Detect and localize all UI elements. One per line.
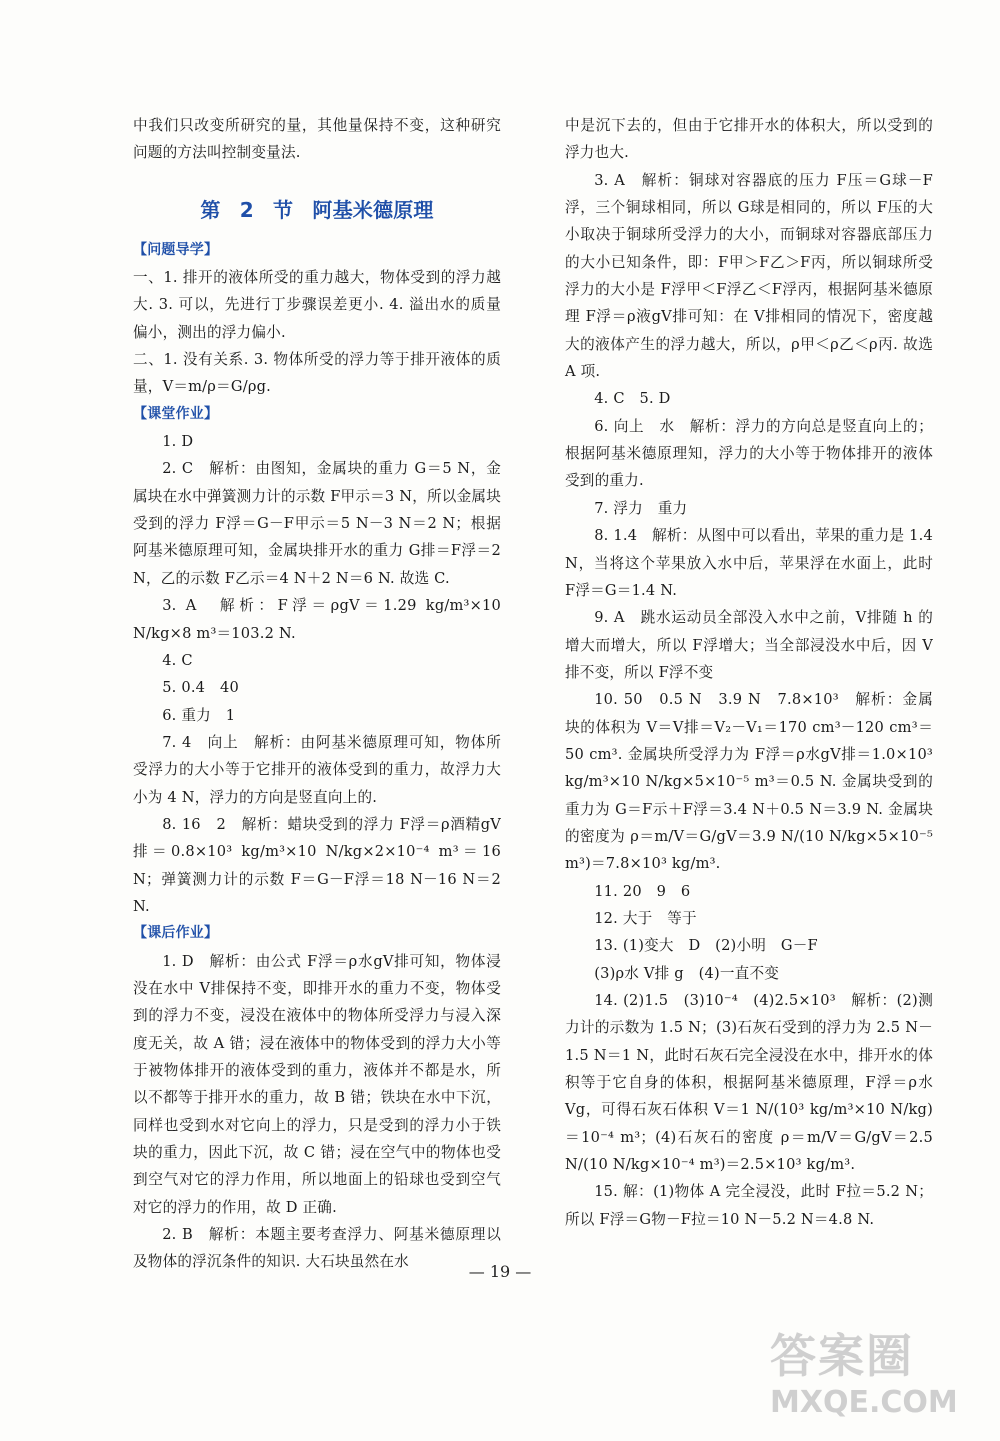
homework-answer: 1. D 解析：由公式 F浮＝ρ水gV排可知，物体浸没在水中 V排保持不变，即排开水的重力不变，物体受到的浮力不变，浸没在液体中的物体所受浮力与浸入深度无关，故 A 错；浸在液体中的物体受到的浮力大小等于被物体排开的液体受到的重力，液体并不都是水，所以不都等于排开水的重力，故 B 错；铁块在水中下沉，同样也受到水对它向上的浮力，只是受到的浮力小于铁块的重力，因此下沉，故 C 错；浸在空气中的物体也受到空气对它的浮力作用，所以地面上的铅球也受到空气对它的浮力的作用，故 D 正确. (133, 952, 501, 1216)
section-title: 第 2 节 阿基米德原理 (200, 197, 434, 222)
classwork-answer: 8. 16 2 解析：蜡块受到的浮力 F浮＝ρ酒精gV排＝0.8×10³ kg/m³×10 N/kg×2×10⁻⁴ m³＝16 N；弹簧测力计的示数 F＝G－F浮＝18 N－16 N＝2 N. (133, 815, 501, 915)
classwork-answer: 5. 0.4 40 (162, 679, 239, 697)
question-guide-part-1: 一、1. 排开的液体所受的重力越大，物体受到的浮力越大. 3. 可以，先进行丁步骤误差更小. 4. 溢出水的质量偏小，测出的浮力偏小. (133, 269, 501, 341)
homework-answer: 14. (2)1.5 (3)10⁻⁴ (4)2.5×10³ 解析：(2)测力计的示数为 1.5 N；(3)石灰石受到的浮力为 2.5 N－1.5 N＝1 N，此时石灰石完全浸没在水中，排开水的体积等于它自身的体积，根据阿基米德原理，F浮＝ρ水Vg，可得石灰石体积 V＝1 N/(10³ kg/m³×10 N/kg)＝10⁻⁴ m³；(4)石灰石的密度 ρ＝m/V＝G/gV＝2.5 N/(10 N/kg×10⁻⁴ m³)＝2.5×10³ kg/m³. (565, 992, 933, 1174)
heading-classwork: 【课堂作业】 (133, 405, 219, 422)
homework-answer: 4. C 5. D (594, 390, 671, 408)
continued-paragraph: 中是沉下去的，但由于它排开水的体积大，所以受到的浮力也大. (565, 117, 933, 162)
classwork-answer: 7. 4 向上 解析：由阿基米德原理可知，物体所受浮力的大小等于它排开的液体受到的重力，故浮力大小为 4 N，浮力的方向是竖直向上的. (133, 733, 501, 806)
homework-answer: 6. 向上 水 解析：浮力的方向总是竖直向上的；根据阿基米德原理知，浮力的大小等于物体排开的液体受到的重力. (565, 417, 933, 490)
homework-answer: 11. 20 9 6 (594, 882, 691, 900)
heading-question-guide: 【问题导学】 (133, 241, 219, 258)
watermark-text: 答案圈 (770, 1329, 914, 1383)
homework-answer: 10. 50 0.5 N 3.9 N 7.8×10³ 解析：金属块的体积为 V＝V排＝V₂－V₁＝170 cm³－120 cm³＝50 cm³. 金属块所受浮力为 F浮＝ρ水gV排＝1.0×10³ kg/m³×10 N/kg×5×10⁻⁵ m³＝0.5 N. 金属块受到的重力为 G＝F示＋F浮＝3.4 N＋0.5 N＝3.9 N. 金属块的密度为 ρ＝m/V＝G/gV＝3.9 N/(10 N/kg×5×10⁻⁵ m³)＝7.8×10³ kg/m³. (565, 691, 933, 873)
intro-paragraph: 中我们只改变所研究的量，其他量保持不变，这种研究问题的方法叫控制变量法. (133, 117, 501, 162)
watermark-logo (770, 1328, 1000, 1438)
left-column (133, 112, 501, 1276)
classwork-answer: 3. A 解析：F浮＝ρgV＝1.29 kg/m³×10 N/kg×8 m³＝103.2 N. (133, 597, 501, 642)
homework-answer: 3. A 解析：铜球对容器底的压力 F压＝G球－F浮，三个铜球相同，所以 G球是相同的，所以 F压的大小取决于铜球所受浮力的大小，而铜球对容器底部压力的大小已知条件，即：F甲＞F乙＞F丙，所以铜球所受浮力的大小是 F浮甲＜F浮乙＜F浮丙，根据阿基米德原理 F浮＝ρ液gV排可知：在 V排相同的情况下，密度越大的液体产生的浮力越大，所以，ρ甲＜ρ乙＜ρ丙. 故选 A 项. (565, 171, 933, 381)
classwork-answer: 2. C 解析：由图知，金属块的重力 G＝5 N，金属块在水中弹簧测力计的示数 F甲示＝3 N，所以金属块受到的浮力 F浮＝G－F甲示＝5 N－3 N＝2 N；根据阿基米德原理可知，金属块排开水的重力 G排＝F浮＝2 N，乙的示数 F乙示＝4 N＋2 N＝6 N. 故选 C. (133, 460, 501, 587)
homework-answer: (3)ρ水 V排 g (4)一直不变 (594, 964, 780, 982)
question-guide-part-2: 二、1. 没有关系. 3. 物体所受的浮力等于排开液体的质量，V＝m/ρ＝G/ρg. (133, 351, 501, 396)
homework-answer: 13. (1)变大 D (2)小明 G－F (594, 937, 818, 955)
watermark-url: MXQE.COM (770, 1385, 958, 1420)
homework-answer: 8. 1.4 解析：从图中可以看出，苹果的重力是 1.4 N，当将这个苹果放入水中后，苹果浮在水面上，此时 F浮＝G＝1.4 N. (565, 527, 933, 599)
classwork-answer: 6. 重力 1 (162, 706, 236, 724)
homework-answer: 12. 大于 等于 (594, 909, 697, 927)
classwork-answer: 4. C (162, 651, 193, 669)
homework-answer: 15. 解：(1)物体 A 完全浸没，此时 F拉＝5.2 N；所以 F浮＝G物－F拉＝10 N－5.2 N＝4.8 N. (565, 1183, 933, 1228)
homework-answer: 7. 浮力 重力 (594, 499, 688, 517)
homework-answer: 9. A 跳水运动员全部没入水中之前，V排随 h 的增大而增大，所以 F浮增大；当全部浸没水中后，因 V排不变，所以 F浮不变 (565, 609, 933, 681)
heading-homework: 【课后作业】 (133, 925, 219, 942)
classwork-answer: 1. D (162, 433, 194, 451)
homework-answer: 2. B 解析：本题主要考查浮力、阿基米德原理以及物体的浮沉条件的知识. 大石块虽然在水 (133, 1226, 501, 1271)
page-number: — 19 — (468, 1262, 532, 1281)
right-column (565, 112, 933, 1233)
